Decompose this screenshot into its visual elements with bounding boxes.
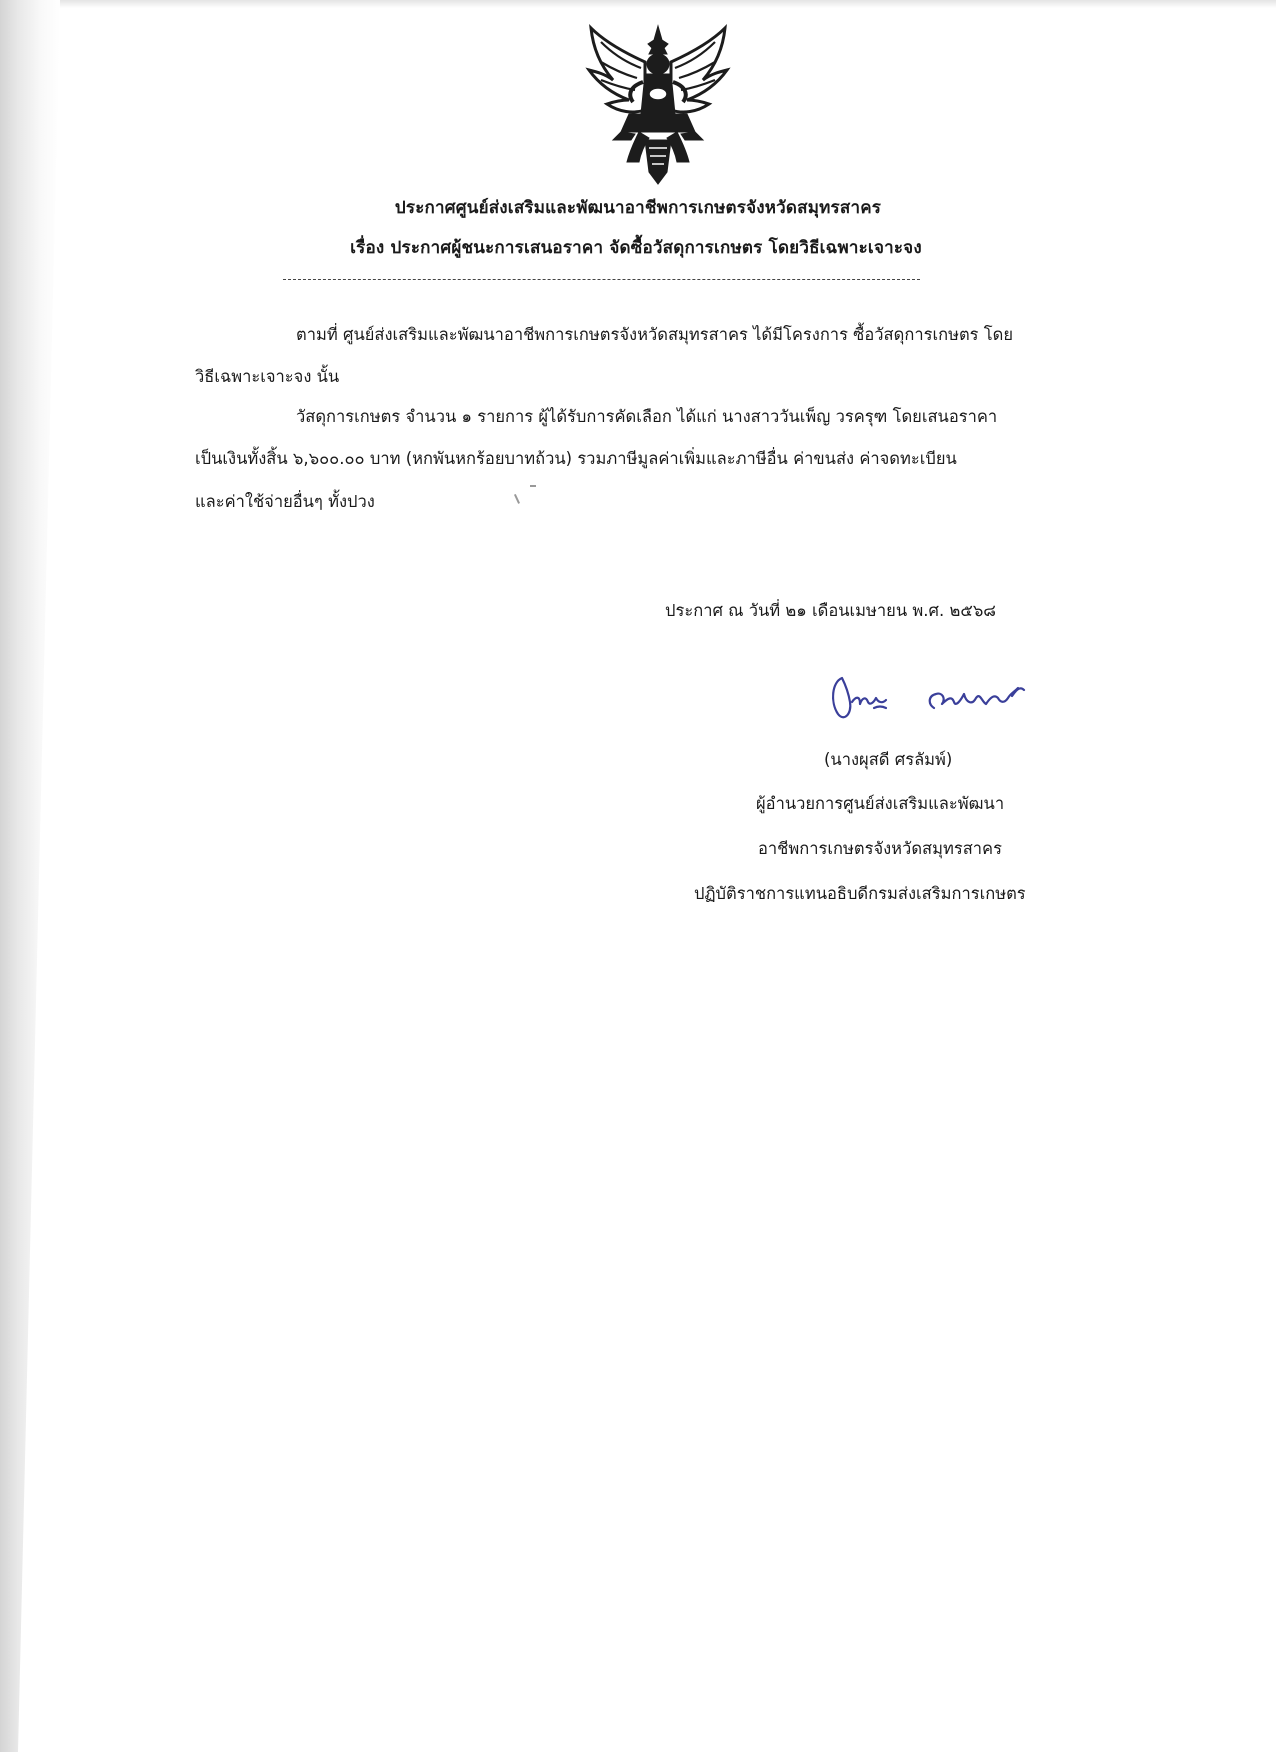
garuda-emblem [583, 22, 733, 187]
announcement-date: ประกาศ ณ วันที่ ๒๑ เดือนเมษายน พ.ศ. ๒๕๖๘ [665, 601, 997, 620]
handwritten-signature [828, 668, 1058, 738]
scan-edge-shadow [0, 0, 60, 1752]
paragraph-2-line-3: และค่าใช้จ่ายอื่นๆ ทั้งปวง [195, 492, 375, 511]
scan-top-edge [0, 0, 1276, 8]
paragraph-1-line-1: ตามที่ ศูนย์ส่งเสริมและพัฒนาอาชีพการเกษตรจังหวัดสมุทรสาคร ได้มีโครงการ ซื้อวัสดุการเกษตร โดย [296, 325, 1014, 344]
announcement-subject: เรื่อง ประกาศผู้ชนะการเสนอราคา จัดซื้อวัสดุการเกษตร โดยวิธีเฉพาะเจาะจง [350, 238, 922, 258]
announcement-title: ประกาศศูนย์ส่งเสริมและพัฒนาอาชีพการเกษตรจังหวัดสมุทรสาคร [394, 198, 882, 218]
title-separator [283, 279, 920, 280]
paragraph-2-line-2: เป็นเงินทั้งสิ้น ๖,๖๐๐.๐๐ บาท (หกพันหกร้อยบาทถ้วน) รวมภาษีมูลค่าเพิ่มและภาษีอื่น ค่าขนส่ง ค่าจดทะเบียน [195, 449, 957, 468]
signatory-position-3: ปฏิบัติราชการแทนอธิบดีกรมส่งเสริมการเกษตร [694, 884, 1026, 903]
paragraph-1-line-2: วิธีเฉพาะเจาะจง นั้น [195, 367, 340, 386]
scan-speck [514, 494, 520, 504]
signatory-position-1: ผู้อำนวยการศูนย์ส่งเสริมและพัฒนา [756, 794, 1005, 813]
signatory-position-2: อาชีพการเกษตรจังหวัดสมุทรสาคร [758, 839, 1002, 858]
signatory-name: (นางผุสดี ศรลัมพ์) [824, 750, 953, 769]
scan-speck [530, 485, 536, 487]
paragraph-2-line-1: วัสดุการเกษตร จำนวน ๑ รายการ ผู้ได้รับการคัดเลือก ได้แก่ นางสาววันเพ็ญ วรครุฑ โดยเสนอราคา [296, 407, 998, 426]
